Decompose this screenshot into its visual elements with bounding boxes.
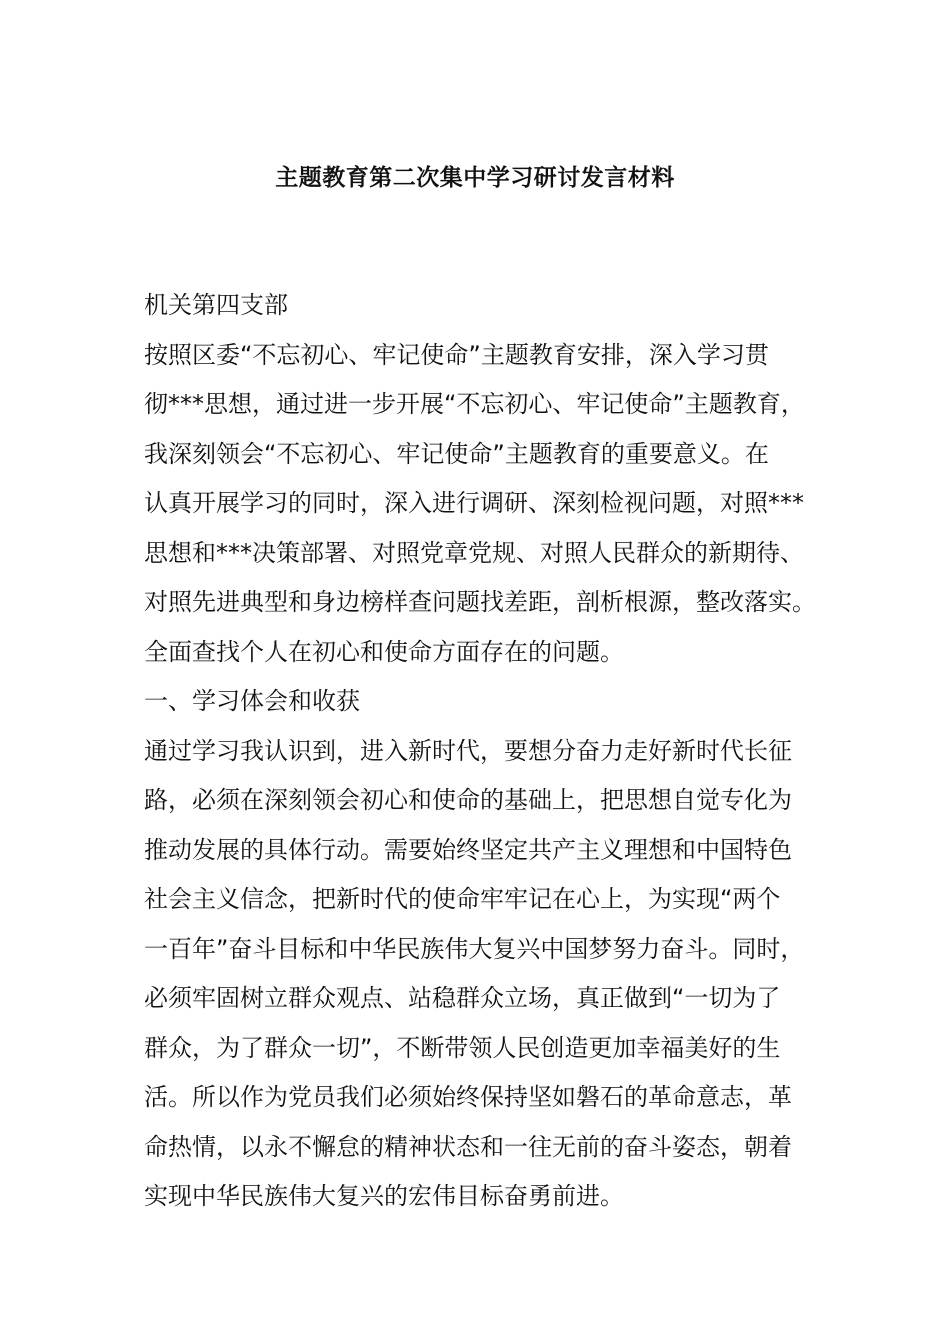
document-title: 主题教育第二次集中学习研讨发言材料 — [275, 165, 675, 191]
paragraph-line: 我深刻领会“不忘初心、牢记使命”主题教育的重要意义。在 — [144, 439, 769, 468]
paragraph-line: 通过学习我认识到，进入新时代，要想分奋力走好新时代长征 — [144, 736, 792, 765]
document-body — [144, 281, 824, 1222]
paragraph-line: 思想和***决策部署、对照党章党规、对照人民群众的新期待、 — [144, 538, 804, 567]
paragraph-line: 命热情，以永不懈怠的精神状态和一往无前的奋斗姿态，朝着 — [144, 1132, 792, 1161]
section-heading: 一、学习体会和收获 — [144, 687, 360, 715]
paragraph-line: 全面查找个人在初心和使命方面存在的问题。 — [144, 637, 624, 666]
paragraph-line: 社会主义信念，把新时代的使命牢牢记在心上，为实现“两个 — [144, 885, 781, 913]
org-name-line: 机关第四支部 — [144, 291, 288, 319]
paragraph-line: 一百年”奋斗目标和中华民族伟大复兴中国梦努力奋斗。同时， — [144, 934, 805, 963]
paragraph-line: 路，必须在深刻领会初心和使命的基础上，把思想自觉专化为 — [144, 786, 792, 814]
paragraph-line: 彻***思想，通过进一步开展“不忘初心、牢记使命”主题教育， — [144, 390, 805, 418]
paragraph-line: 认真开展学习的同时，深入进行调研、深刻检视问题，对照*** — [144, 489, 804, 517]
paragraph-line: 按照区委“不忘初心、牢记使命”主题教育安排，深入学习贯 — [144, 340, 769, 369]
paragraph-line: 实现中华民族伟大复兴的宏伟目标奋勇前进。 — [144, 1182, 624, 1210]
paragraph-line: 群众，为了群众一切”，不断带领人民创造更加幸福美好的生 — [144, 1033, 781, 1062]
paragraph-line: 必须牢固树立群众观点、站稳群众立场，真正做到“一切为了 — [144, 984, 781, 1012]
paragraph-line: 推动发展的具体行动。需要始终坚定共产主义理想和中国特色 — [144, 835, 792, 864]
paragraph-line: 活。所以作为党员我们必须始终保持坚如磐石的革命意志，革 — [144, 1083, 792, 1111]
paragraph-line: 对照先进典型和身边榜样查问题找差距，剖析根源，整改落实。 — [144, 588, 816, 616]
